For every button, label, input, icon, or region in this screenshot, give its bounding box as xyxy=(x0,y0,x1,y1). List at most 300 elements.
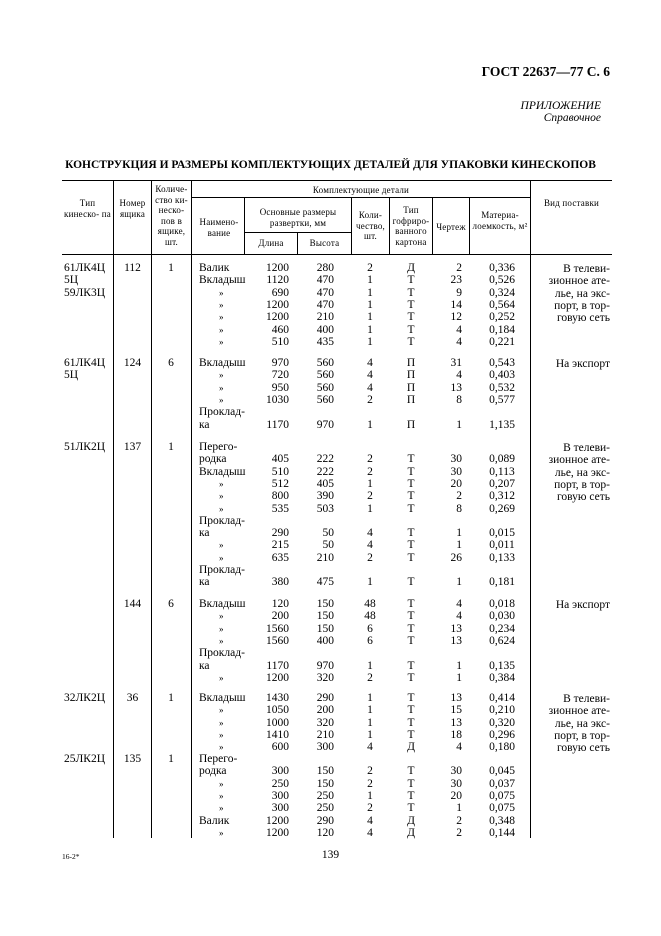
col-divider xyxy=(113,180,114,838)
tube-count: 1 xyxy=(168,262,174,274)
height-value: 210 xyxy=(316,551,334,564)
cardboard-type-value: Т xyxy=(407,477,415,490)
component-name: » xyxy=(219,778,224,789)
header-quantity: Коли- чество, шт. xyxy=(355,210,385,242)
height-value: 435 xyxy=(316,335,334,348)
height-value: 150 xyxy=(316,765,334,778)
header-height: Высота xyxy=(309,238,340,248)
component-name: Проклад- xyxy=(199,647,245,660)
material-value: 0,133 xyxy=(489,551,515,564)
material-value: 0,624 xyxy=(489,634,515,647)
height-value: 150 xyxy=(316,777,334,790)
cardboard-type-value: Т xyxy=(407,765,415,778)
length-value: 800 xyxy=(271,490,289,503)
drawing-value: 13 xyxy=(450,622,462,635)
quantity-value: 1 xyxy=(367,477,373,490)
length-value: 460 xyxy=(271,323,289,336)
material-value: 0,296 xyxy=(489,728,515,741)
height-value: 50 xyxy=(322,527,334,540)
component-name: » xyxy=(219,729,224,740)
material-value: 0,037 xyxy=(489,777,515,790)
drawing-value: 26 xyxy=(450,551,462,564)
height-value: 470 xyxy=(316,298,334,311)
quantity-value: 1 xyxy=(367,335,373,348)
drawing-value: 1 xyxy=(456,539,462,552)
height-value: 300 xyxy=(316,741,334,754)
height-value: 120 xyxy=(316,826,334,839)
height-value: 470 xyxy=(316,274,334,287)
cardboard-type-value: Д xyxy=(407,826,415,839)
drawing-value: 13 xyxy=(450,692,462,704)
component-name: Валик xyxy=(199,814,230,827)
quantity-value: 4 xyxy=(367,369,373,382)
length-value: 1200 xyxy=(266,671,289,684)
component-name: » xyxy=(219,742,224,753)
material-value: 0,030 xyxy=(489,610,515,623)
box-number: 112 xyxy=(124,262,141,274)
col-divider xyxy=(191,180,192,838)
material-value: 0,135 xyxy=(489,659,515,672)
quantity-value: 1 xyxy=(367,728,373,741)
drawing-value: 30 xyxy=(450,765,462,778)
component-name: » xyxy=(219,312,224,323)
table-title: КОНСТРУКЦИЯ И РАЗМЕРЫ КОМПЛЕКТУЮЩИХ ДЕТАЛЕЙ ДЛЯ УПАКОВКИ КИНЕСКОПОВ xyxy=(65,159,596,171)
drawing-value: 1 xyxy=(456,576,462,589)
quantity-value: 4 xyxy=(367,741,373,754)
drawing-value: 1 xyxy=(456,527,462,540)
height-value: 470 xyxy=(316,286,334,299)
box-number: 36 xyxy=(126,692,139,704)
length-value: 250 xyxy=(271,777,289,790)
tube-type: 59ЛК3Ц xyxy=(64,286,106,299)
cardboard-type-value: Т xyxy=(407,502,415,515)
length-value: 1170 xyxy=(266,659,289,672)
quantity-value: 1 xyxy=(367,274,373,287)
delivery-type: лье, на экс- xyxy=(554,717,610,730)
drawing-value: 13 xyxy=(450,716,462,729)
material-value: 0,414 xyxy=(489,692,515,704)
length-value: 1410 xyxy=(266,728,289,741)
length-value: 510 xyxy=(271,335,289,348)
quantity-value: 4 xyxy=(367,527,373,540)
cardboard-type-value: Т xyxy=(407,692,415,704)
length-value: 405 xyxy=(271,453,289,466)
components-divider xyxy=(191,197,530,198)
cardboard-type-value: Т xyxy=(407,551,415,564)
height-value: 475 xyxy=(316,576,334,589)
header-length: Длина xyxy=(258,238,284,248)
length-value: 635 xyxy=(271,551,289,564)
header-tube-count: Количе- ство ки- неско- пов в ящике, шт. xyxy=(155,184,188,247)
component-name: родка xyxy=(199,453,227,466)
delivery-type: говую сеть xyxy=(556,312,610,325)
tube-type: 5Ц xyxy=(64,369,79,382)
drawing-value: 1 xyxy=(456,659,462,672)
component-name: Проклад- xyxy=(199,514,245,527)
height-value: 150 xyxy=(316,598,334,610)
length-value: 1200 xyxy=(266,262,289,274)
component-name: » xyxy=(219,299,224,310)
length-value: 1200 xyxy=(266,311,289,324)
material-value: 0,336 xyxy=(489,262,515,274)
box-number: 144 xyxy=(123,598,142,610)
component-name: Перего- xyxy=(199,753,238,765)
length-value: 300 xyxy=(271,802,289,815)
quantity-value: 1 xyxy=(367,692,373,704)
component-name: Вкладыш xyxy=(199,692,246,704)
delivery-type: порт, в тор- xyxy=(554,299,610,312)
component-name: » xyxy=(219,382,224,393)
material-value: 1,135 xyxy=(489,418,515,431)
component-name: Валик xyxy=(199,262,230,274)
length-value: 1560 xyxy=(266,622,289,635)
cardboard-type-value: П xyxy=(406,381,416,394)
quantity-value: 1 xyxy=(367,576,373,589)
material-value: 0,075 xyxy=(489,789,515,802)
drawing-value: 4 xyxy=(456,610,462,623)
material-value: 0,089 xyxy=(489,453,515,466)
delivery-type: лье, на экс- xyxy=(554,287,610,300)
cardboard-type-value: Т xyxy=(407,576,415,589)
quantity-value: 1 xyxy=(367,286,373,299)
height-value: 560 xyxy=(316,369,334,382)
cardboard-type-value: Т xyxy=(407,527,415,540)
component-name: » xyxy=(219,635,224,646)
length-value: 1120 xyxy=(266,274,289,287)
tube-count: 1 xyxy=(168,753,174,765)
quantity-value: 4 xyxy=(367,357,373,369)
material-value: 0,075 xyxy=(489,802,515,815)
cardboard-type-value: Т xyxy=(407,704,415,717)
material-value: 0,221 xyxy=(489,335,515,348)
cardboard-type-value: Т xyxy=(407,274,415,287)
drawing-value: 4 xyxy=(456,741,462,754)
length-value: 1200 xyxy=(266,826,289,839)
height-value: 210 xyxy=(316,728,334,741)
component-name: ка xyxy=(199,527,210,540)
drawing-value: 8 xyxy=(456,502,462,515)
appendix-type: Справочное xyxy=(543,112,601,124)
material-value: 0,532 xyxy=(489,381,515,394)
drawing-value: 2 xyxy=(456,814,462,827)
delivery-type: На экспорт xyxy=(555,599,610,611)
quantity-value: 1 xyxy=(367,502,373,515)
material-value: 0,015 xyxy=(489,527,515,540)
component-name: » xyxy=(219,540,224,551)
height-value: 970 xyxy=(316,418,334,431)
quantity-value: 6 xyxy=(367,634,373,647)
component-name: » xyxy=(219,705,224,716)
cardboard-type-value: Т xyxy=(407,671,415,684)
cardboard-type-value: Т xyxy=(407,453,415,466)
delivery-type: зионное ате- xyxy=(548,705,610,718)
drawing-value: 1 xyxy=(456,802,462,815)
drawing-value: 30 xyxy=(450,777,462,790)
material-value: 0,207 xyxy=(489,477,515,490)
height-value: 290 xyxy=(316,814,334,827)
page-number: 139 xyxy=(321,849,340,861)
height-value: 250 xyxy=(316,802,334,815)
drawing-value: 2 xyxy=(456,826,462,839)
material-value: 0,312 xyxy=(489,490,515,503)
drawing-value: 8 xyxy=(456,393,462,406)
drawing-value: 1 xyxy=(456,671,462,684)
length-value: 970 xyxy=(271,357,289,369)
component-name: » xyxy=(219,717,224,728)
delivery-type: говую сеть xyxy=(556,742,610,755)
length-value: 1170 xyxy=(266,418,289,431)
length-value: 510 xyxy=(271,465,289,478)
cardboard-type-value: Т xyxy=(407,728,415,741)
component-name: Проклад- xyxy=(199,564,245,576)
height-value: 222 xyxy=(316,453,334,466)
cardboard-type-value: Т xyxy=(407,490,415,503)
quantity-value: 1 xyxy=(367,704,373,717)
delivery-type: зионное ате- xyxy=(548,454,610,467)
length-value: 380 xyxy=(271,576,289,589)
drawing-value: 14 xyxy=(450,298,462,311)
quantity-value: 1 xyxy=(367,789,373,802)
length-value: 1050 xyxy=(266,704,289,717)
drawing-value: 15 xyxy=(450,704,462,717)
quantity-value: 2 xyxy=(367,671,373,684)
quantity-value: 4 xyxy=(367,814,373,827)
quantity-value: 4 xyxy=(367,826,373,839)
length-value: 600 xyxy=(271,741,289,754)
drawing-value: 4 xyxy=(456,598,462,610)
height-value: 50 xyxy=(322,539,334,552)
drawing-value: 1 xyxy=(456,418,462,431)
material-value: 0,348 xyxy=(489,814,515,827)
tube-count: 1 xyxy=(168,692,174,704)
length-value: 215 xyxy=(271,539,289,552)
height-value: 250 xyxy=(316,789,334,802)
cardboard-type-value: Т xyxy=(407,323,415,336)
material-value: 0,252 xyxy=(489,311,515,324)
component-name: Вкладыш xyxy=(199,357,246,369)
header-drawing: Чертеж xyxy=(436,222,466,232)
drawing-value: 9 xyxy=(456,286,462,299)
cardboard-type-value: Д xyxy=(407,741,415,754)
appendix-title: ПРИЛОЖЕНИЕ xyxy=(520,100,601,112)
length-value: 200 xyxy=(271,610,289,623)
height-value: 200 xyxy=(316,704,334,717)
cardboard-type-value: Т xyxy=(407,659,415,672)
delivery-type: зионное ате- xyxy=(548,275,610,288)
tube-count: 6 xyxy=(168,598,174,610)
box-number: 137 xyxy=(123,441,142,453)
cardboard-type-value: Т xyxy=(407,465,415,478)
component-name: » xyxy=(219,336,224,347)
length-value: 1000 xyxy=(266,716,289,729)
cardboard-type-value: Т xyxy=(407,634,415,647)
quantity-value: 4 xyxy=(367,381,373,394)
height-value: 970 xyxy=(316,659,334,672)
component-name: » xyxy=(219,552,224,563)
length-value: 1030 xyxy=(266,393,289,406)
component-name: Вкладыш xyxy=(199,274,246,287)
quantity-value: 2 xyxy=(367,262,373,274)
component-name: » xyxy=(219,287,224,298)
component-name: » xyxy=(219,623,224,634)
tube-type: 5Ц xyxy=(64,274,79,287)
material-value: 0,269 xyxy=(489,502,515,515)
cardboard-type-value: Т xyxy=(407,777,415,790)
tube-type: 51ЛК2Ц xyxy=(64,441,106,453)
header-name: Наимено- вание xyxy=(199,217,239,238)
tube-count: 6 xyxy=(168,357,174,369)
header-cardboard-type: Тип гофриро- ванного картона xyxy=(392,205,430,247)
drawing-value: 12 xyxy=(450,311,462,324)
tube-type: 61ЛК4Ц xyxy=(64,357,106,369)
delivery-type: порт, в тор- xyxy=(554,478,610,491)
drawing-value: 23 xyxy=(450,274,462,287)
component-name: » xyxy=(219,370,224,381)
length-value: 120 xyxy=(271,598,289,610)
quantity-value: 2 xyxy=(367,551,373,564)
delivery-type: порт, в тор- xyxy=(554,729,610,742)
material-value: 0,324 xyxy=(489,286,515,299)
delivery-type: В телеви- xyxy=(563,263,610,275)
quantity-value: 2 xyxy=(367,802,373,815)
quantity-value: 2 xyxy=(367,453,373,466)
height-value: 150 xyxy=(316,622,334,635)
standard-header: ГОСТ 22637—77 С. 6 xyxy=(481,64,610,79)
drawing-value: 4 xyxy=(456,323,462,336)
cardboard-type-value: П xyxy=(406,393,416,406)
appendix-label xyxy=(521,100,601,124)
cardboard-type-value: Т xyxy=(407,610,415,623)
delivery-type: лье, на экс- xyxy=(554,466,610,479)
material-value: 0,543 xyxy=(489,357,515,369)
component-name: » xyxy=(219,672,224,683)
component-name: Вкладыш xyxy=(199,598,246,610)
quantity-value: 1 xyxy=(367,418,373,431)
length-value: 690 xyxy=(271,286,289,299)
component-name: ка xyxy=(199,418,210,431)
tube-type: 32ЛК2Ц xyxy=(64,692,106,704)
delivery-type: На экспорт xyxy=(555,358,610,370)
height-value: 400 xyxy=(316,323,334,336)
material-value: 0,180 xyxy=(489,741,515,754)
component-name: ка xyxy=(199,576,210,589)
cardboard-type-value: Д xyxy=(407,262,415,274)
quantity-value: 1 xyxy=(367,298,373,311)
length-value: 1560 xyxy=(266,634,289,647)
component-name: » xyxy=(219,827,224,838)
box-number: 124 xyxy=(123,357,142,369)
quantity-value: 48 xyxy=(364,610,376,623)
box-number: 135 xyxy=(123,753,142,765)
component-name: » xyxy=(219,611,224,622)
drawing-value: 31 xyxy=(450,357,462,369)
component-name: » xyxy=(219,394,224,405)
cardboard-type-value: Т xyxy=(407,802,415,815)
length-value: 1200 xyxy=(266,298,289,311)
material-value: 0,113 xyxy=(489,465,515,478)
material-value: 0,384 xyxy=(489,671,515,684)
height-value: 290 xyxy=(316,692,334,704)
material-value: 0,234 xyxy=(489,622,515,635)
height-value: 320 xyxy=(316,716,334,729)
cardboard-type-value: Т xyxy=(407,286,415,299)
component-name: » xyxy=(219,503,224,514)
material-value: 0,403 xyxy=(489,369,515,382)
col-divider xyxy=(151,180,152,838)
quantity-value: 1 xyxy=(367,716,373,729)
quantity-value: 6 xyxy=(367,622,373,635)
height-value: 503 xyxy=(316,502,334,515)
material-value: 0,181 xyxy=(489,576,515,589)
height-value: 280 xyxy=(316,262,334,274)
cardboard-type-value: Т xyxy=(407,311,415,324)
drawing-value: 18 xyxy=(450,728,462,741)
header-components: Комплектующие детали xyxy=(312,185,410,195)
height-value: 320 xyxy=(316,671,334,684)
header-box-number: Номер ящика xyxy=(119,198,146,219)
length-value: 512 xyxy=(271,477,289,490)
component-name: Перего- xyxy=(199,441,238,453)
delivery-type: говую сеть xyxy=(556,491,610,504)
material-value: 0,018 xyxy=(489,598,515,610)
header-delivery: Вид поставки xyxy=(543,198,600,208)
length-value: 535 xyxy=(271,502,289,515)
cardboard-type-value: Т xyxy=(407,622,415,635)
height-value: 210 xyxy=(316,311,334,324)
material-value: 0,184 xyxy=(489,323,515,336)
cardboard-type-value: Т xyxy=(407,539,415,552)
material-value: 0,526 xyxy=(489,274,515,287)
cardboard-type-value: Т xyxy=(407,335,415,348)
header-dimensions: Основные размеры развертки, мм xyxy=(259,207,337,228)
length-value: 290 xyxy=(271,527,289,540)
drawing-value: 30 xyxy=(450,453,462,466)
length-value: 300 xyxy=(271,789,289,802)
material-value: 0,320 xyxy=(489,716,515,729)
height-value: 400 xyxy=(316,634,334,647)
drawing-value: 13 xyxy=(450,381,462,394)
component-name: » xyxy=(219,790,224,801)
length-value: 1430 xyxy=(266,692,289,704)
tube-type: 25ЛК2Ц xyxy=(64,753,106,765)
material-value: 0,045 xyxy=(489,765,515,778)
quantity-value: 1 xyxy=(367,311,373,324)
length-value: 950 xyxy=(271,381,289,394)
quantity-value: 48 xyxy=(364,598,376,610)
cardboard-type-value: Т xyxy=(407,298,415,311)
quantity-value: 2 xyxy=(367,465,373,478)
header-material: Материа- лоемкость, м² xyxy=(472,210,528,231)
material-value: 0,011 xyxy=(489,539,515,552)
footer-mark: 16-2* xyxy=(62,852,80,861)
delivery-type: В телеви- xyxy=(563,693,610,705)
material-value: 0,144 xyxy=(489,826,515,839)
cardboard-type-value: Т xyxy=(407,716,415,729)
quantity-value: 2 xyxy=(367,777,373,790)
material-value: 0,577 xyxy=(489,393,515,406)
height-value: 560 xyxy=(316,393,334,406)
quantity-value: 4 xyxy=(367,539,373,552)
component-name: Проклад- xyxy=(199,406,245,419)
height-value: 560 xyxy=(316,381,334,394)
tube-type: 61ЛК4Ц xyxy=(64,262,106,274)
drawing-value: 4 xyxy=(456,369,462,382)
height-value: 405 xyxy=(316,477,334,490)
component-name: родка xyxy=(199,765,227,778)
length-value: 720 xyxy=(271,369,289,382)
header-tube-type: Тип кинеско- па xyxy=(64,198,111,219)
component-name: ка xyxy=(199,659,210,672)
